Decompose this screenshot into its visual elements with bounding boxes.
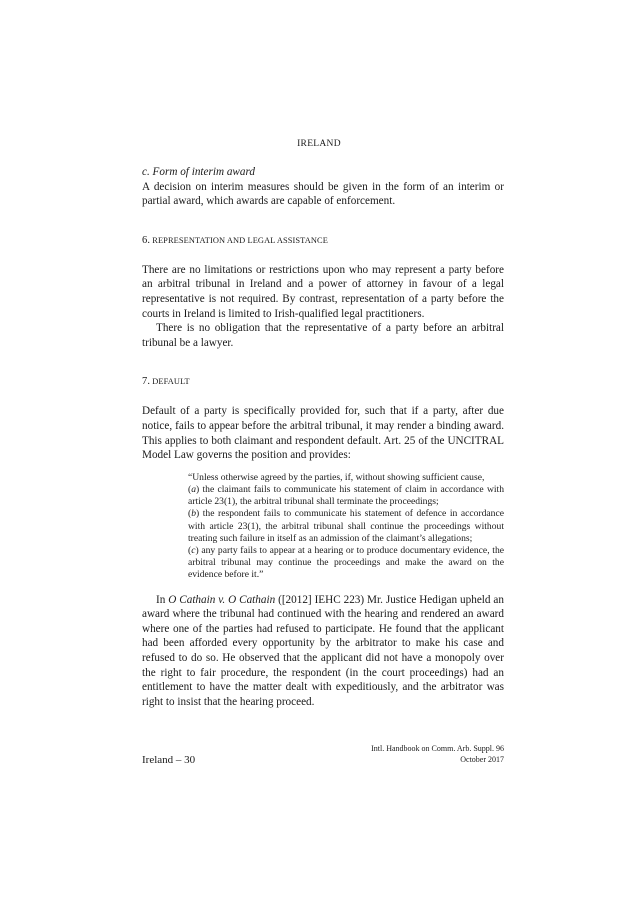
paragraph-interim-award: A decision on interim measures should be given in the form of an interim or partial award, which awards are capable of enforcement. — [142, 180, 504, 208]
section-heading-7 — [142, 376, 504, 388]
section-heading-6 — [142, 235, 504, 247]
block-quote — [188, 472, 504, 582]
quote-intro: “Unless otherwise agreed by the parties, if, without showing sufficient cause, — [188, 471, 485, 483]
publication-name: Intl. Handbook on Comm. Arb. Suppl. 96 — [371, 744, 504, 753]
running-head: IRELAND — [297, 139, 341, 149]
case-name: O Cathain v. O Cathain — [168, 593, 276, 606]
page-body — [142, 165, 504, 709]
publication-date: October 2017 — [460, 754, 504, 764]
quote-item-a: (a) the claimant fails to communicate his statement of claim in accordance with article 23(1), the arbitral tribunal shall terminate the proceedings; — [188, 483, 504, 508]
paragraph-representation: There are no limitations or restrictions upon who may represent a party before an arbitral tribunal in Ireland and a power of attorney in favour of a legal representative is not required. By contrast, representation of a party before the courts in Ireland is limited to Irish-qualified legal practitioners. — [142, 263, 504, 320]
paragraph-default: Default of a party is specifically provided for, such that if a party, after due notice, fails to appear before the arbitral tribunal, it may render a binding award. This applies to both claimant and respondent default. Art. 25 of the UNCITRAL Model Law governs the position and provides: — [142, 405, 504, 462]
section-number: 6. — [142, 234, 151, 246]
quote-item-c: (c) any party fails to appear at a hearing or to produce documentary evidence, the arbitral tribunal may continue the proceedings and make the award on the evidence before it.” — [188, 544, 504, 581]
section-title: REPRESENTATION AND LEGAL ASSISTANCE — [152, 235, 328, 245]
subsection-heading-c: c. Form of interim award — [142, 166, 256, 178]
paragraph-no-obligation: There is no obligation that the representative of a party before an arbitral tribunal be a lawyer. — [142, 322, 504, 349]
section-number: 7. — [142, 376, 151, 388]
footer-publication — [371, 744, 504, 765]
quote-item-b: (b) the respondent fails to communicate his statement of defence in accordance with article 23(1), the arbitral tribunal shall continue the proceedings without treating such failure in itself as an admission of the claimant’s allegations; — [188, 508, 504, 544]
paragraph-case-law: In O Cathain v. O Cathain ([2012] IEHC 223) Mr. Justice Hedigan upheld an award where the tribunal had continued with the hearing and rendered an award where one of the parties had refused to participate. He found that the applicant had been afforded every opportunity by the arbitrator to make his case and refused to do so. He observed that the applicant did not have a monopoly over the right to fair procedure, the respondent (in the court proceedings) had an entitlement to have the matter dealt with expeditiously, and the arbitrator was right to insist that the hearing proceed. — [142, 593, 504, 708]
page-number: Ireland – 30 — [142, 754, 196, 766]
section-title: DEFAULT — [152, 377, 190, 387]
